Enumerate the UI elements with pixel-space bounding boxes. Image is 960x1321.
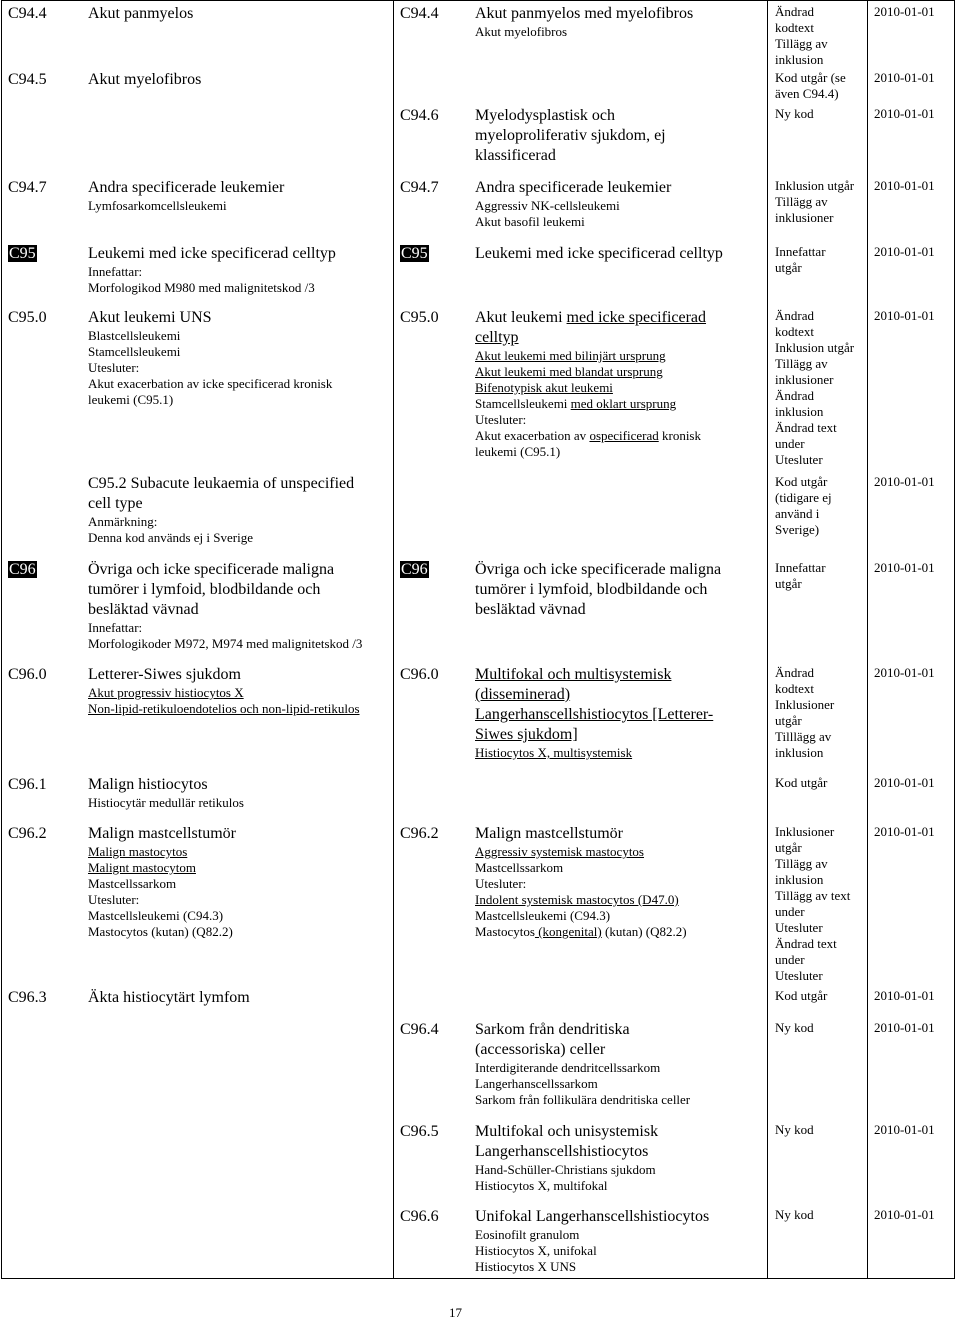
new-title: (disseminerad) (475, 686, 571, 703)
table-right-border (954, 0, 955, 1279)
old-code: C94.7 (8, 179, 47, 196)
new-title: Malign mastcellstumör (475, 825, 623, 842)
new-exclusion: Mastocytos (475, 924, 535, 939)
new-inclusion: Akut leukemi med bilinjärt ursprung (475, 348, 666, 363)
old-title: tumörer i lymfoid, blodbildande och (88, 581, 321, 598)
old-note-label: Anmärkning: (88, 514, 158, 529)
old-exclusion: Mastocytos (kutan) (Q82.2) (88, 924, 233, 939)
old-title: Akut panmyelos (88, 5, 194, 22)
change-note: Utesluter (775, 968, 823, 983)
new-code: C94.6 (400, 107, 439, 124)
new-inclusion: Akut myelofibros (475, 24, 568, 39)
new-inclusion: Histiocytos X, multisystemisk (475, 745, 633, 760)
new-inclusion: Akut leukemi med blandat ursprung (475, 364, 663, 379)
change-note: Kod utgår (775, 988, 828, 1003)
new-inclusion: Langerhanscellssarkom (475, 1076, 598, 1091)
new-title: Langerhanscellshistiocytos [Letterer- (475, 706, 714, 723)
new-exclusion: (kutan) (Q82.2) (601, 924, 687, 939)
change-note: Innefattar (775, 244, 826, 259)
date: 2010-01-01 (874, 178, 935, 193)
old-title: Leukemi med icke specificerad celltyp (88, 245, 336, 262)
old-inclusion: Malign mastocytos (88, 844, 188, 859)
new-title: Övriga och icke specificerade maligna (475, 561, 722, 578)
new-exclusion: Akut exacerbation av (475, 428, 590, 443)
new-inclusion: Histiocytos X, multifokal (475, 1178, 608, 1193)
change-note: under (775, 904, 805, 919)
new-inclusion: Akut basofil leukemi (475, 214, 585, 229)
old-code: C96.1 (8, 776, 47, 793)
old-exclusion: Akut exacerbation av icke specificerad kronisk (88, 376, 333, 391)
date: 2010-01-01 (874, 244, 935, 259)
old-inclusion: Mastcellssarkom (88, 876, 177, 891)
change-note: Kod utgår (se (775, 70, 846, 85)
new-exclusion: kronisk (658, 428, 701, 443)
new-exclusion: Indolent systemisk mastocytos (D47.0) (475, 892, 679, 907)
old-title: Letterer-Siwes sjukdom (88, 666, 241, 683)
old-inclusion: Malignt mastocytom (88, 860, 196, 875)
new-title: Akut panmyelos med myelofibros (475, 5, 694, 22)
change-note: Tillägg av (775, 356, 828, 371)
old-title: Malign histiocytos (88, 776, 208, 793)
new-inclusion: Sarkom från follikulära dendritiska celler (475, 1092, 691, 1107)
new-inclusion: Eosinofilt granulom (475, 1227, 580, 1242)
old-title: Akut leukemi UNS (88, 309, 212, 326)
new-title: Akut leukemi (475, 309, 567, 326)
old-title: Andra specificerade leukemier (88, 179, 285, 196)
new-exclusion: Mastcellsleukemi (C94.3) (475, 908, 611, 923)
old-code: C95.0 (8, 309, 47, 326)
old-note-label: Innefattar: (88, 620, 143, 635)
table-bottom-border (1, 1278, 955, 1279)
change-note: Tillägg av (775, 36, 828, 51)
new-inclusion: Bifenotypisk akut leukemi (475, 380, 613, 395)
old-inclusion: Histiocytär medullär retikulos (88, 795, 244, 810)
date: 2010-01-01 (874, 988, 935, 1003)
change-note: Ändrad text (775, 420, 837, 435)
new-inclusion: Histiocytos X UNS (475, 1259, 577, 1274)
old-code: C96.3 (8, 989, 47, 1006)
old-note: Morfologikod M980 med malignitetskod /3 (88, 280, 315, 295)
change-note: kodtext (775, 324, 814, 339)
new-code: C95 (401, 245, 428, 262)
change-note: Tillägg av (775, 194, 828, 209)
new-inclusion: Hand-Schüller-Christians sjukdom (475, 1162, 656, 1177)
old-inclusion: Stamcellsleukemi (88, 344, 181, 359)
old-exclusion-label: Utesluter: (88, 360, 140, 375)
new-title: (accessoriska) celler (475, 1041, 606, 1058)
change-note: Innefattar (775, 560, 826, 575)
new-code: C96.4 (400, 1021, 439, 1038)
change-note: inklusion (775, 872, 824, 887)
new-code: C96 (401, 561, 428, 578)
new-inclusion: Histiocytos X, unifokal (475, 1243, 597, 1258)
date: 2010-01-01 (874, 560, 935, 575)
change-note: Ändrad (775, 665, 814, 680)
change-note: Sverige) (775, 522, 820, 537)
old-code: C95 (9, 245, 36, 262)
change-note: inklusioner (775, 372, 834, 387)
change-note: Ändrad text (775, 936, 837, 951)
new-title: Leukemi med icke specificerad celltyp (475, 245, 723, 262)
date: 2010-01-01 (874, 775, 935, 790)
new-title: Langerhanscellshistiocytos (475, 1143, 649, 1160)
date: 2010-01-01 (874, 308, 935, 323)
column-divider (393, 0, 394, 1279)
old-code: C94.5 (8, 71, 47, 88)
change-note: Ny kod (775, 1122, 814, 1137)
column-divider (767, 0, 768, 1279)
date: 2010-01-01 (874, 106, 935, 121)
change-note: kodtext (775, 20, 814, 35)
change-note: utgår (775, 260, 802, 275)
old-note-label: Innefattar: (88, 264, 143, 279)
change-note: kodtext (775, 681, 814, 696)
old-title: cell type (88, 495, 143, 512)
change-note: utgår (775, 713, 802, 728)
new-title: Multifokal och unisystemisk (475, 1123, 659, 1140)
new-title-change: med icke specificerad (566, 309, 707, 326)
old-code: C96.2 (8, 825, 47, 842)
change-note: Ändrad (775, 4, 814, 19)
date: 2010-01-01 (874, 824, 935, 839)
change-note: Kod utgår (775, 775, 828, 790)
change-note: Tillägg av (775, 856, 828, 871)
new-code: C96.6 (400, 1208, 439, 1225)
change-note: använd i (775, 506, 820, 521)
old-code: C94.4 (8, 5, 47, 22)
change-note: inklusion (775, 745, 824, 760)
new-title: Unifokal Langerhanscellshistiocytos (475, 1208, 710, 1225)
old-inclusion: Akut progressiv histiocytos X (88, 685, 244, 700)
change-note: (tidigare ej (775, 490, 832, 505)
new-inclusion: Interdigiterande dendritcellssarkom (475, 1060, 661, 1075)
date: 2010-01-01 (874, 474, 935, 489)
old-title: Äkta histiocytärt lymfom (88, 989, 250, 1006)
new-code: C95.0 (400, 309, 439, 326)
table-left-border (1, 0, 2, 1279)
new-inclusion: Mastcellssarkom (475, 860, 564, 875)
old-title: Malign mastcellstumör (88, 825, 236, 842)
new-title: besläktad vävnad (475, 601, 586, 618)
change-note: Ny kod (775, 1207, 814, 1222)
change-note: inklusioner (775, 210, 834, 225)
new-title: Andra specificerade leukemier (475, 179, 672, 196)
change-note: Tilllägg av (775, 729, 832, 744)
new-title: Sarkom från dendritiska (475, 1021, 630, 1038)
new-code: C96.2 (400, 825, 439, 842)
old-inclusion: Lymfosarkomcellsleukemi (88, 198, 227, 213)
change-note: inklusion (775, 404, 824, 419)
page-number: 17 (449, 1305, 462, 1320)
new-code: C96.5 (400, 1123, 439, 1140)
new-title: Siwes sjukdom] (475, 726, 578, 743)
change-note: inklusion (775, 52, 824, 67)
change-note: Ändrad (775, 388, 814, 403)
new-inclusion-change: med oklart ursprung (570, 396, 677, 411)
old-note: Denna kod används ej i Sverige (88, 530, 253, 545)
new-title: Myelodysplastisk och (475, 107, 615, 124)
change-note: Tillägg av text (775, 888, 851, 903)
change-note: Inklusion utgår (775, 178, 855, 193)
table-top-border (1, 0, 955, 1)
new-exclusion-change: (kongenital) (534, 924, 602, 939)
change-note: Inklusioner (775, 824, 835, 839)
old-inclusion: Non-lipid-retikuloendotelios och non-lipid-retikulos (88, 701, 360, 716)
new-code: C94.4 (400, 5, 439, 22)
new-title-change: celltyp (475, 329, 519, 346)
date: 2010-01-01 (874, 4, 935, 19)
date: 2010-01-01 (874, 1207, 935, 1222)
column-divider (867, 0, 868, 1279)
new-exclusion: leukemi (C95.1) (475, 444, 561, 459)
new-title: tumörer i lymfoid, blodbildande och (475, 581, 708, 598)
new-inclusion: Aggressiv NK-cellsleukemi (475, 198, 620, 213)
date: 2010-01-01 (874, 1122, 935, 1137)
new-title: klassificerad (475, 147, 556, 164)
new-title: Multifokal och multisystemisk (475, 666, 672, 683)
change-note: Utesluter (775, 452, 823, 467)
change-note: under (775, 436, 805, 451)
old-code: C96 (9, 561, 36, 578)
new-exclusion-change: ospecificerad (589, 428, 659, 443)
change-note: Kod utgår (775, 474, 828, 489)
old-exclusion: leukemi (C95.1) (88, 392, 174, 407)
new-inclusion: Aggressiv systemisk mastocytos (475, 844, 644, 859)
date: 2010-01-01 (874, 70, 935, 85)
old-exclusion: Mastcellsleukemi (C94.3) (88, 908, 224, 923)
new-title: myeloproliferativ sjukdom, ej (475, 127, 666, 144)
old-title: Övriga och icke specificerade maligna (88, 561, 335, 578)
new-exclusion-label: Utesluter: (475, 876, 527, 891)
old-title: C95.2 Subacute leukaemia of unspecified (88, 475, 355, 492)
new-inclusion: Stamcellsleukemi (475, 396, 571, 411)
date: 2010-01-01 (874, 1020, 935, 1035)
new-code: C96.0 (400, 666, 439, 683)
date: 2010-01-01 (874, 665, 935, 680)
change-note: Ny kod (775, 106, 814, 121)
change-note: Inklusion utgår (775, 340, 855, 355)
change-note: utgår (775, 840, 802, 855)
new-exclusion-label: Utesluter: (475, 412, 527, 427)
old-title: Akut myelofibros (88, 71, 202, 88)
change-note: Ny kod (775, 1020, 814, 1035)
change-note: Inklusioner (775, 697, 835, 712)
old-inclusion: Blastcellsleukemi (88, 328, 181, 343)
change-note: utgår (775, 576, 802, 591)
old-code: C96.0 (8, 666, 47, 683)
change-note: även C94.4) (775, 86, 839, 101)
change-note: under (775, 952, 805, 967)
old-note: Morfologikoder M972, M974 med malignitetskod /3 (88, 636, 363, 651)
change-note: Ändrad (775, 308, 814, 323)
change-note: Utesluter (775, 920, 823, 935)
old-title: besläktad vävnad (88, 601, 199, 618)
old-exclusion-label: Utesluter: (88, 892, 140, 907)
new-code: C94.7 (400, 179, 439, 196)
